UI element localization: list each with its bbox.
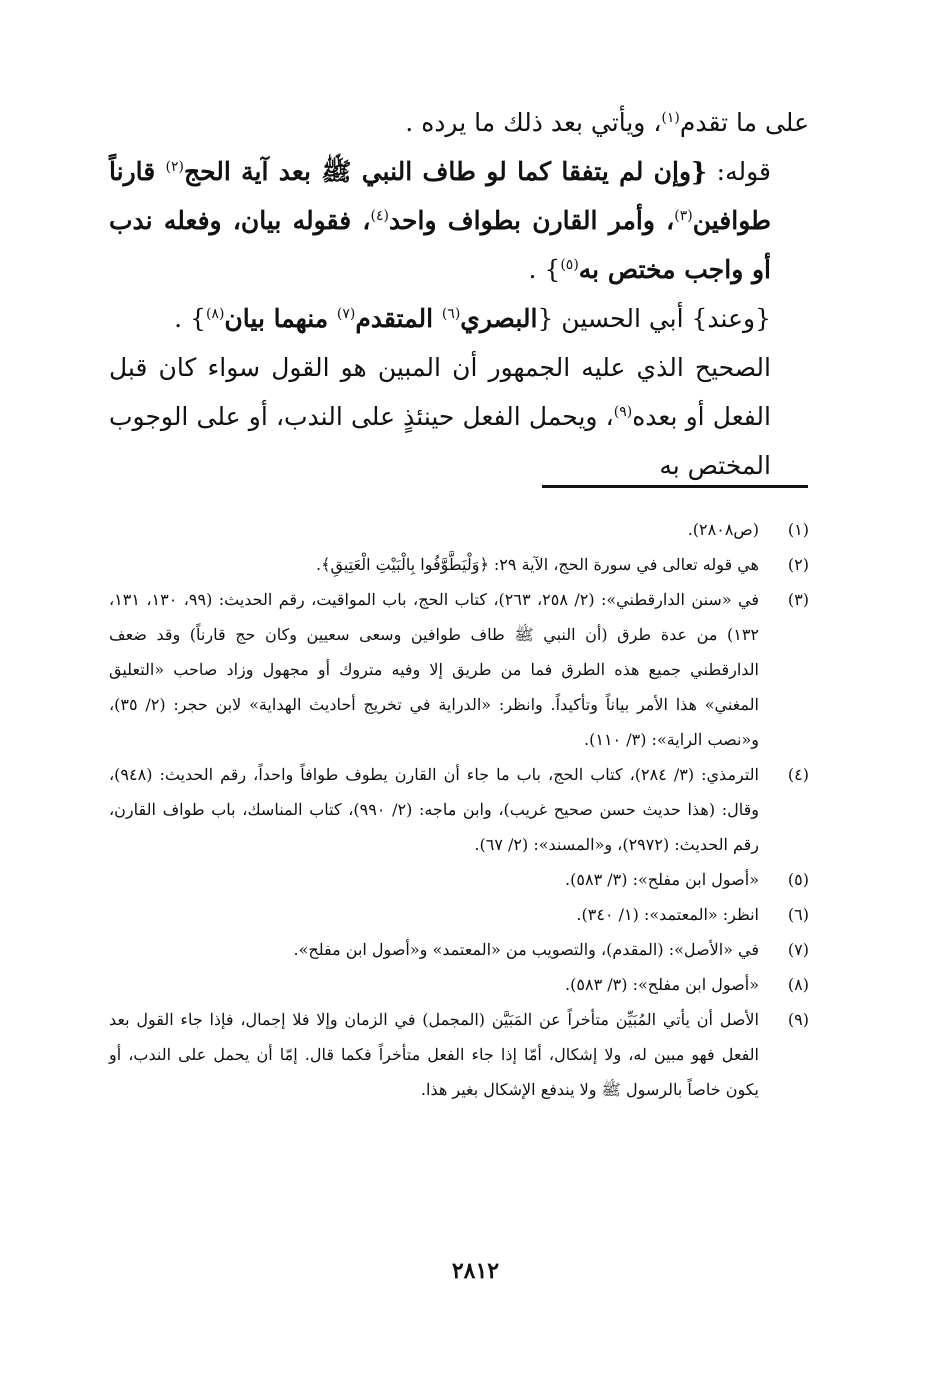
footnote-text: الأصل أن يأتي المُبَيِّن متأخراً عن المَبَيَّن (المجمل) في الزمان وإلا فلا إجمال، فإذا جاء القول بعد الفعل فهو مبين له، ولا إشكال، أمّا إذا جاء الفعل متأخراً فكما قال. إمّا أن يحمل على الندب، أو يكون خاصاً بالرسول ﷺ ولا يندفع الإشكال بغير هذا. [109,1010,759,1099]
footnote [109,862,809,897]
footnote-ref-4[interactable]: (٤) [370,208,389,224]
footnote-text: الترمذي: (٣/ ٢٨٤)، كتاب الحج، باب ما جاء أن القارن يطوف طوافاً واحداً، رقم الحديث: (٩٤٨)، وقال: (هذا حديث حسن صحيح غريب)، وابن ماجه: (٢/ ٩٩٠)، كتاب المناسك، باب طواف القارن، رقم الحديث: (٢٩٧٢)، و«المسند»: (٢/ ٦٧). [109,765,759,854]
footnote-text: في «الأصل»: (المقدم)، والتصويب من «المعتمد» و«أصول ابن مفلح». [293,940,759,959]
footnote [109,512,809,547]
quoted-matn: {وإن لم يتفقا كما لو طاف النبي ﷺ بعد آية الحج [184,157,708,186]
footnote-number: (٦) [787,905,809,924]
quoted-matn: المتقدم [355,304,442,333]
footnote-ref-7[interactable]: (٧) [336,306,356,322]
footnote-number: (٤) [787,765,809,784]
footnote [109,897,809,932]
footnote-text: انظر: «المعتمد»: (١/ ٣٤٠). [576,905,759,924]
footnote-separator [542,485,808,488]
paragraph-2 [109,147,809,294]
footnote-ref-3[interactable]: (٣) [674,208,693,224]
footnote-ref-2[interactable]: (٢) [165,159,184,175]
quoted-matn: البصري [460,304,538,333]
footnote-ref-6[interactable]: (٦) [441,306,461,322]
quoted-matn: قارناً طوافين [109,157,772,235]
footnote [109,547,809,582]
footnote [109,1002,809,1107]
text-span: ، ويحمل الفعل حينئذٍ على الندب، أو على الوجوب المختص به [109,402,771,480]
text-span: قوله: [707,157,771,186]
text-span: } . [528,255,561,284]
footnote-text: هي قوله تعالى في سورة الحج، الآية ٢٩: ﴿وَلْيَطَّوَّفُوا بِالْبَيْتِ الْعَتِيقِ﴾. [316,555,759,574]
paragraph-4 [109,343,809,490]
footnote-number: (١) [787,520,809,539]
footnote-number: (٧) [787,940,809,959]
quoted-matn: ، فقوله بيان، وفعله ندب أو واجب مختص به [109,206,771,284]
footnote-ref-5[interactable]: (٥) [560,257,579,273]
main-text [109,98,809,490]
footnote-text: «أصول ابن مفلح»: (٣/ ٥٨٣). [565,870,759,889]
footnote-text: (ص٢٨٠٨). [687,520,759,539]
text-span: } . [174,304,206,333]
paragraph-3 [109,294,809,343]
footnotes [109,512,809,1107]
footnote [109,967,809,1002]
text-span: ، ويأتي بعد ذلك ما يرده . [405,108,662,137]
footnote-ref-1[interactable]: (١) [661,110,680,126]
paragraph-1 [109,98,809,147]
footnote [109,932,809,967]
footnote [109,757,809,862]
footnote-number: (٩) [787,1010,809,1029]
text-span: الصحيح الذي عليه الجمهور أن المبين هو القول سواء كان قبل الفعل أو بعده [109,353,771,431]
footnote-text: «أصول ابن مفلح»: (٣/ ٥٨٣). [565,975,759,994]
footnote-number: (٨) [787,975,809,994]
text-span: على ما تقدم [679,108,809,137]
footnote-number: (٣) [787,590,809,609]
text-span: {وعند} أبي الحسين { [537,304,771,333]
footnote-ref-8[interactable]: (٨) [205,306,225,322]
footnote-number: (٥) [787,870,809,889]
footnote-text: في «سنن الدارقطني»: (٢/ ٢٥٨، ٢٦٣)، كتاب الحج، باب المواقيت، رقم الحديث: (٩٩، ١٣٠، ١٣١، ١٣٢) من عدة طرق (أن النبي ﷺ طاف طوافين وسعى سعيين وكان حج قارناً) وقد ضعف الدارقطني جميع هذه الطرق فما من طريق إلا وفيه متروك أو مجهول وزاد صاحب «التعليق المغني» هذا الأمر بياناً وتأكيداً. وانظر: «الدراية في تخريج أحاديث الهداية» لابن حجر: (٢/ ٣٥)، و«نصب الراية»: (٣/ ١١٠). [109,590,760,749]
page-number: ٢٨١٢ [451,1258,500,1284]
quoted-matn: منهما بيان [224,304,337,333]
footnote-number: (٢) [787,555,809,574]
footnote [109,582,809,757]
quoted-matn: ، وأمر القارن بطواف واحد [388,206,675,235]
footnote-ref-9[interactable]: (٩) [613,404,633,420]
